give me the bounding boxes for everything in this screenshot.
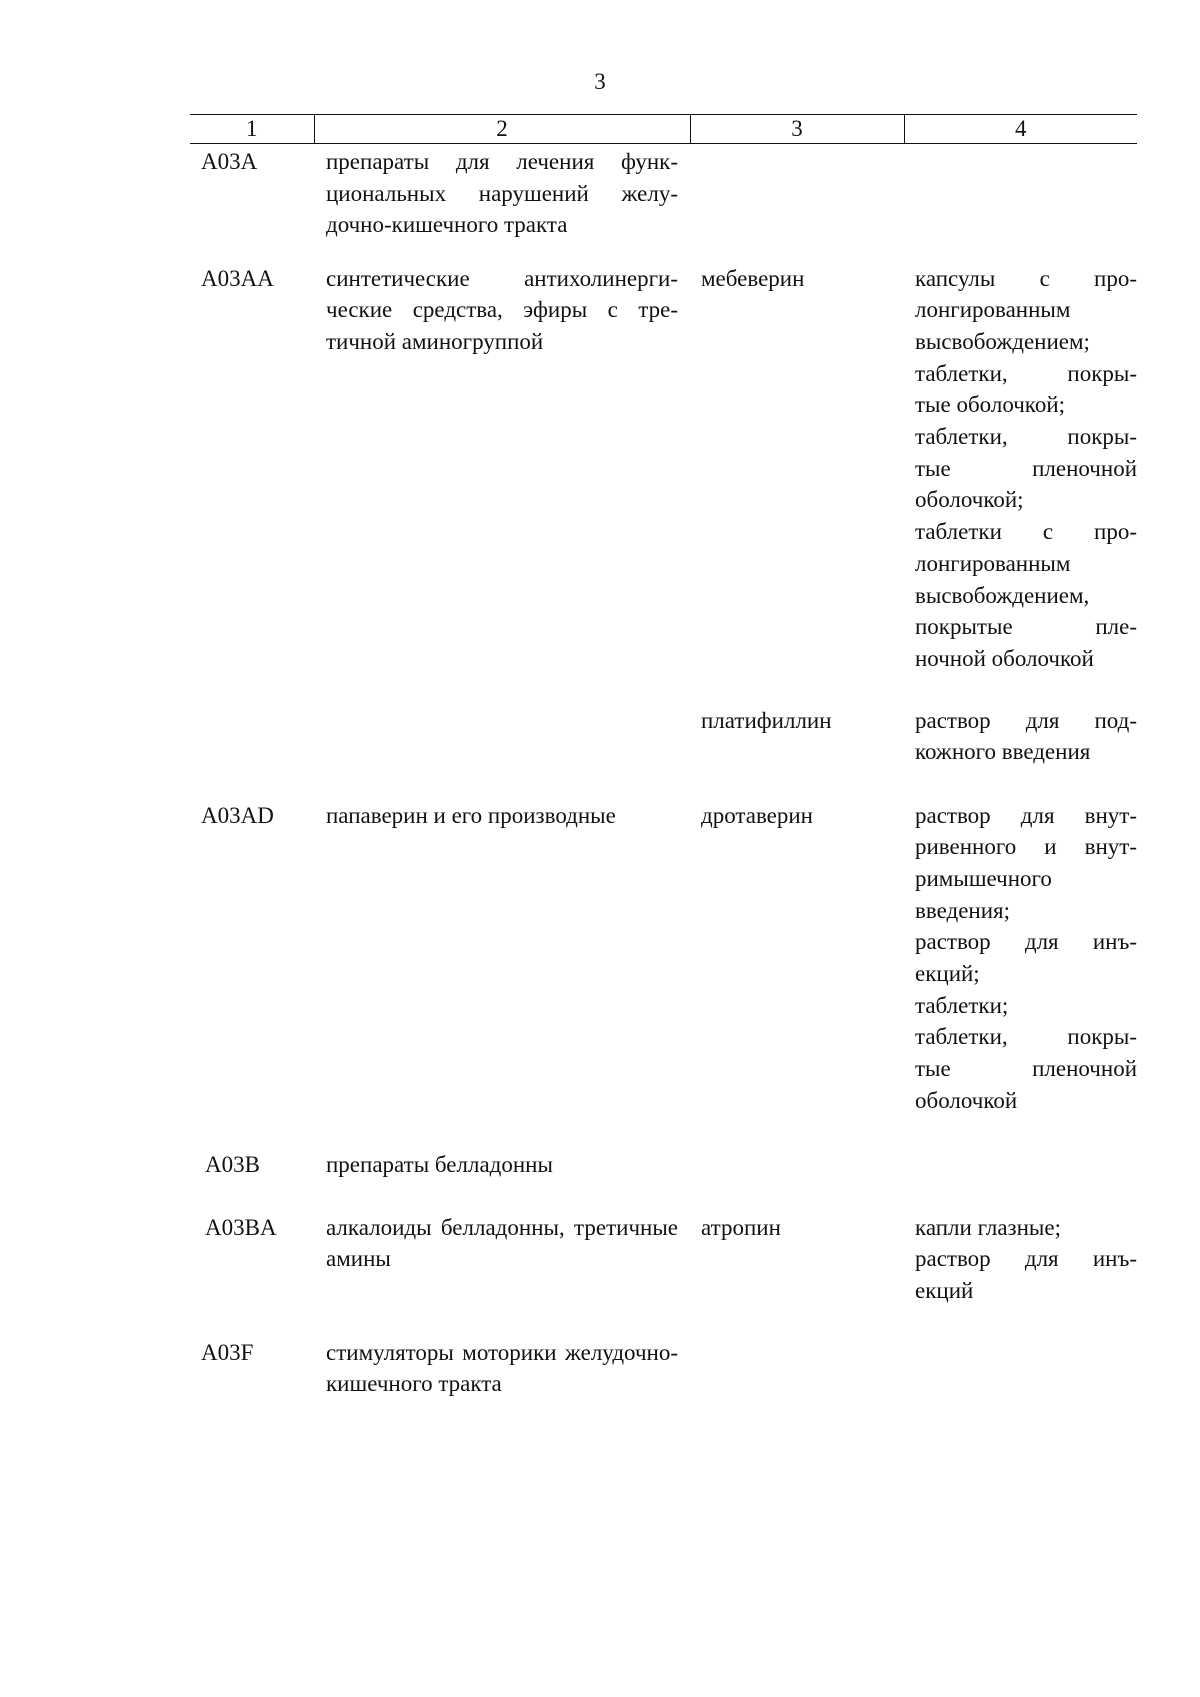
dosage-form-line: оболочкой; — [915, 487, 1024, 513]
row-description: алкалоиды белладонны, третичные амины — [326, 1214, 678, 1272]
page-number: 3 — [594, 69, 606, 94]
table-header-row — [190, 115, 1137, 144]
row-description: папаверин и его производные — [326, 802, 616, 828]
row-forms — [904, 144, 1137, 263]
row-description: стимуляторы моторики желудочно-кишечного тракта — [326, 1339, 678, 1397]
dosage-form-line: оболочкой — [915, 1087, 1018, 1113]
row-code: A03B — [205, 1151, 260, 1177]
row-description: синтетические антихолинергические средства, эфиры с третичной аминогруппой — [326, 265, 678, 354]
row-code: A03AA — [201, 265, 274, 291]
dosage-form-line: таблетки, покры- — [915, 1024, 1137, 1050]
dosage-form-line: раствор для под- — [915, 707, 1137, 733]
row-forms — [904, 1149, 1137, 1212]
dosage-form-line: тые пленочной — [915, 455, 1137, 481]
row-drug: платифиллин — [701, 707, 832, 733]
dosage-form-line: таблетки; — [915, 992, 1009, 1018]
row-drug — [690, 1337, 904, 1407]
row-drug: мебеверин — [701, 265, 805, 291]
header-col-2: 2 — [314, 115, 690, 144]
dosage-form-line: таблетки с про- — [915, 519, 1137, 545]
dosage-form-line: высвобождением, — [915, 582, 1090, 608]
medication-table — [190, 114, 1137, 1407]
row-code — [190, 705, 314, 800]
dosage-form-line: лонгированным — [915, 550, 1071, 576]
row-drug — [690, 144, 904, 263]
dosage-form-line: введения; — [915, 897, 1010, 923]
dosage-form-line: раствор для внут- — [915, 802, 1137, 828]
row-forms — [904, 800, 1137, 1149]
dosage-form-line: тые пленочной — [915, 1056, 1137, 1082]
table-row — [190, 705, 1137, 800]
dosage-form-line: капсулы с про- — [915, 265, 1137, 291]
table-row — [190, 1212, 1137, 1337]
table-row — [190, 263, 1137, 705]
header-col-4: 4 — [904, 115, 1137, 144]
row-forms — [904, 705, 1137, 800]
row-description: препараты белладонны — [326, 1151, 553, 1177]
table-row — [190, 144, 1137, 263]
dosage-form-line: екций; — [915, 961, 980, 987]
dosage-form-line: екций — [915, 1277, 974, 1303]
table-row — [190, 1149, 1137, 1212]
header-col-1: 1 — [190, 115, 314, 144]
dosage-form-line: таблетки, покры- — [915, 360, 1137, 386]
dosage-form-line: таблетки, покры- — [915, 424, 1137, 450]
row-code: A03F — [201, 1339, 254, 1365]
row-code: A03BA — [205, 1214, 277, 1240]
dosage-form-line: раствор для инъ- — [915, 1246, 1137, 1272]
row-description — [314, 705, 690, 800]
row-drug: дротаверин — [701, 802, 813, 828]
row-forms — [904, 263, 1137, 705]
dosage-form-line: раствор для инъ- — [915, 929, 1137, 955]
row-description: препараты для лечения функциональных нарушений желудочно-кишечного тракта — [326, 149, 678, 238]
row-drug — [690, 1149, 904, 1212]
dosage-form-line: покрытые пле- — [915, 614, 1137, 640]
dosage-form-line: ривенного и внут- — [915, 834, 1137, 860]
dosage-form-line: высвобождением; — [915, 328, 1090, 354]
row-forms — [904, 1337, 1137, 1407]
dosage-form-line: ночной оболочкой — [915, 645, 1094, 671]
row-drug: атропин — [701, 1214, 781, 1240]
row-forms — [904, 1212, 1137, 1337]
row-code: A03A — [201, 149, 258, 174]
row-code: A03AD — [201, 802, 274, 828]
dosage-form-line: капли глазные; — [915, 1214, 1061, 1240]
dosage-form-line: кожного введения — [915, 739, 1091, 765]
table-row — [190, 800, 1137, 1149]
dosage-form-line: тые оболочкой; — [915, 392, 1066, 418]
dosage-form-line: римышечного — [915, 865, 1052, 891]
header-col-3: 3 — [690, 115, 904, 144]
table-row — [190, 1337, 1137, 1407]
dosage-form-line: лонгированным — [915, 297, 1071, 323]
